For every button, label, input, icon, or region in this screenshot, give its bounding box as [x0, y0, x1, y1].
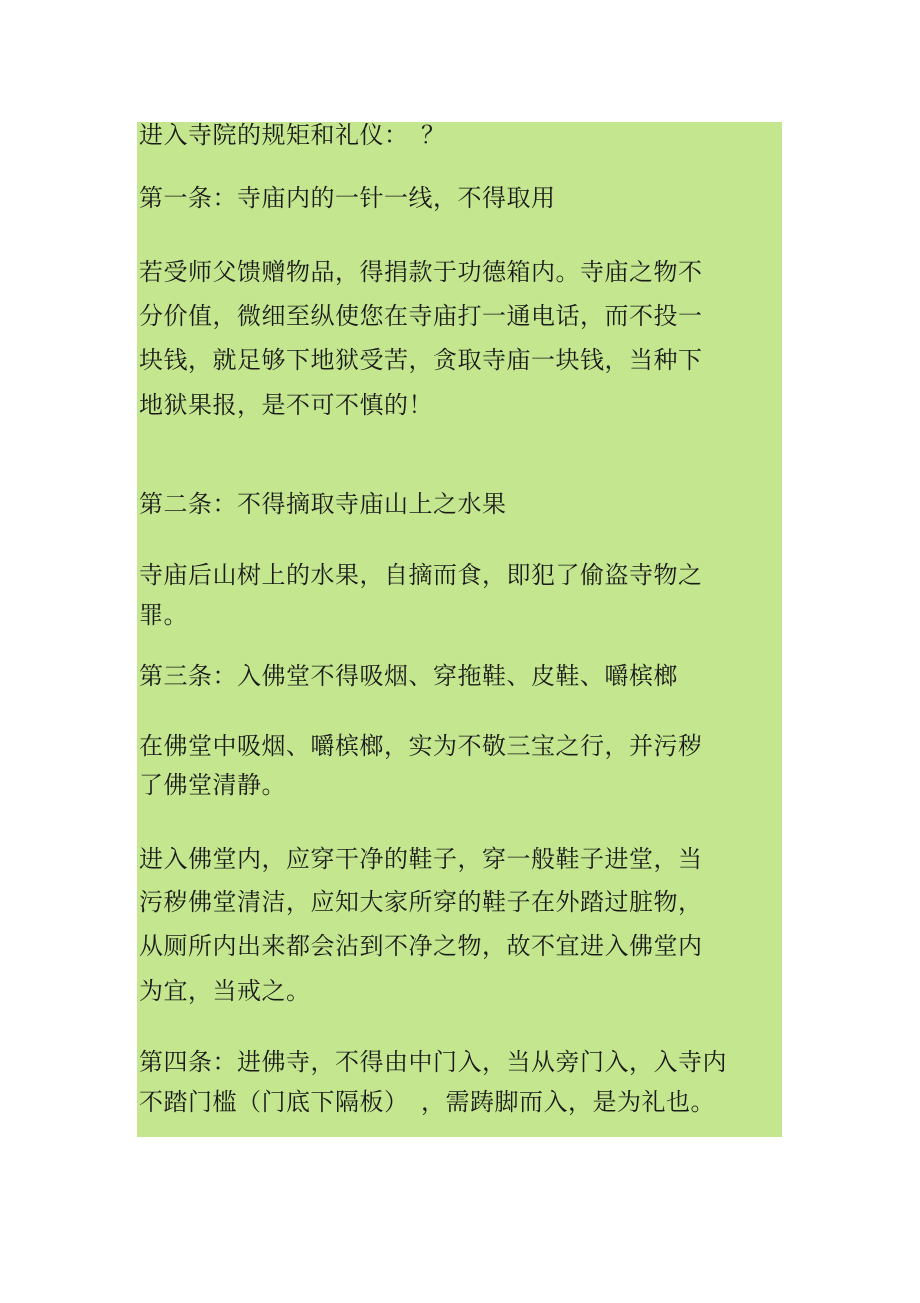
- rule3-body-line: 为宜，当戒之。: [139, 977, 311, 1005]
- rule3-body-line: 从厕所内出来都会沾到不净之物，故不宜进入佛堂内: [139, 932, 703, 960]
- rule1-body-line: 块钱，就足够下地狱受苦，贪取寺庙一块钱，当种下: [139, 346, 703, 374]
- rule1-body-line: 分价值，微细至纵使您在寺庙打一通电话，而不投一: [139, 302, 703, 330]
- rule4-heading: 不踏门槛（门底下隔板） ，需踌脚而入，是为礼也。: [139, 1088, 715, 1116]
- rule3-body-line: 进入佛堂内，应穿干净的鞋子，穿一般鞋子进堂，当: [139, 845, 703, 873]
- rule2-heading: 第二条：不得摘取寺庙山上之水果: [139, 490, 507, 518]
- rule1-body-line: 地狱果报，是不可不慎的！: [139, 391, 433, 419]
- rule2-body-line: 罪。: [139, 601, 188, 629]
- rule3-body-line: 了佛堂清静。: [139, 771, 286, 799]
- rule3-heading: 第三条：入佛堂不得吸烟、穿拖鞋、皮鞋、嚼槟榔: [139, 662, 678, 690]
- rule2-body-line: 寺庙后山树上的水果，自摘而食，即犯了偷盗寺物之: [139, 561, 703, 589]
- rule4-heading: 第四条：进佛寺，不得由中门入，当从旁门入，入寺内: [139, 1048, 727, 1076]
- rule1-heading: 第一条：寺庙内的一针一线，不得取用: [139, 184, 556, 212]
- document-title: 进入寺院的规矩和礼仪： ？: [139, 121, 446, 149]
- rule1-body-line: 若受师父馈赠物品，得捐款于功德箱内。寺庙之物不: [139, 258, 703, 286]
- rule3-body-line: 在佛堂中吸烟、嚼槟榔，实为不敬三宝之行，并污秽: [139, 732, 703, 760]
- rule3-body-line: 污秽佛堂清洁，应知大家所穿的鞋子在外踏过脏物，: [139, 888, 703, 916]
